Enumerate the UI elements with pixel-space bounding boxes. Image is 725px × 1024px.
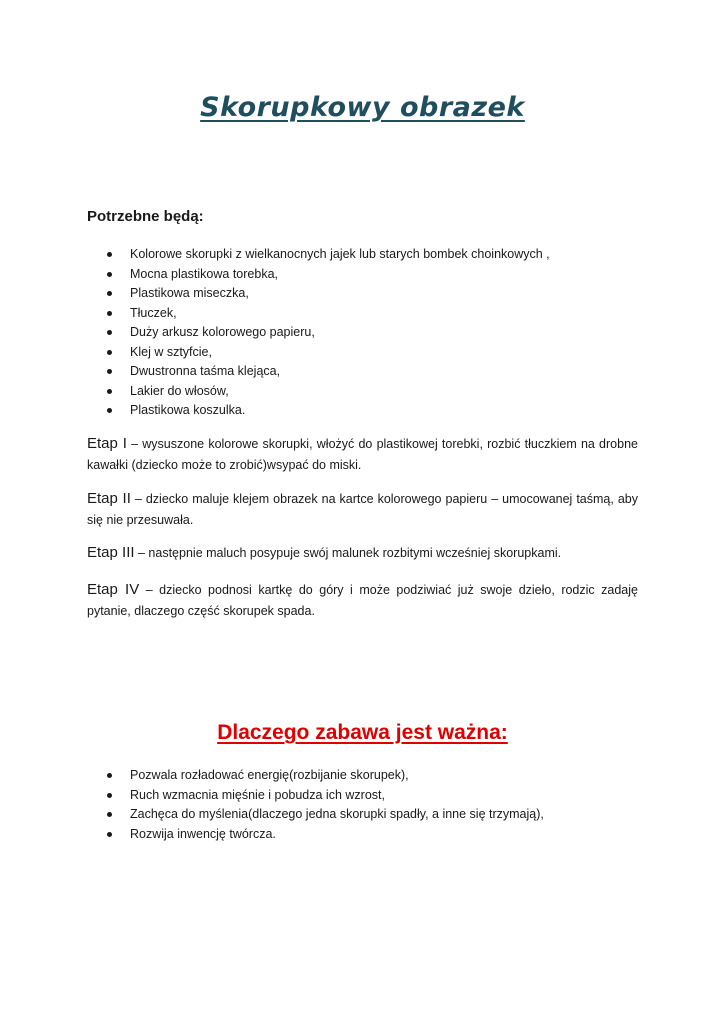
list-item-text: Klej w sztyfcie, <box>130 344 212 359</box>
bullet-icon <box>107 330 112 335</box>
list-item <box>107 245 647 265</box>
bullet-icon <box>107 272 112 277</box>
bullet-icon <box>107 252 112 257</box>
step-3-text: – następnie maluch posypuje swój malunek rozbitymi wcześniej skorupkami. <box>134 546 562 560</box>
list-item-text: Plastikowa miseczka, <box>130 286 249 300</box>
list-item <box>107 304 647 324</box>
step-3-paragraph <box>87 542 638 564</box>
bullet-icon <box>107 311 112 316</box>
step-3-label: Etap III <box>87 544 135 561</box>
list-item-text: Duży arkusz kolorowego papieru, <box>130 325 315 339</box>
list-item <box>107 401 647 421</box>
list-item <box>107 343 647 363</box>
list-item-text: Kolorowe skorupki z wielkanocnych jajek lub starych bombek choinkowych , <box>130 247 550 261</box>
list-item-text: Zachęca do myślenia(dlaczego jedna skorupki spadły, a inne się trzymają), <box>130 807 544 821</box>
step-4-paragraph <box>87 579 638 622</box>
needed-heading: Potrzebne będą: <box>87 208 204 225</box>
bullet-icon <box>107 369 112 374</box>
list-item <box>107 786 647 806</box>
list-item-text: Ruch wzmacnia mięśnie i pobudza ich wzrost, <box>130 787 385 802</box>
reasons-list <box>107 766 647 844</box>
step-4-label: Etap IV <box>87 581 140 598</box>
bullet-icon <box>107 773 112 778</box>
step-1-paragraph <box>87 433 638 476</box>
list-item <box>107 323 647 343</box>
step-1-label: Etap I <box>87 435 127 452</box>
why-heading: Dlaczego zabawa jest ważna: <box>217 721 508 744</box>
bullet-icon <box>107 291 112 296</box>
list-item <box>107 805 647 825</box>
list-item <box>107 766 647 786</box>
list-item <box>107 382 647 402</box>
list-item-text: Mocna plastikowa torebka, <box>130 266 278 281</box>
step-1-text: – wysuszone kolorowe skorupki, włożyć do plastikowej torebki, rozbić tłuczkiem na drobne kawałki (dziecko może to zrobić)wsypać do miski. <box>87 437 638 472</box>
list-item <box>107 284 647 304</box>
list-item-text: Lakier do włosów, <box>130 383 229 398</box>
list-item <box>107 362 647 382</box>
bullet-icon <box>107 832 112 837</box>
bullet-icon <box>107 812 112 817</box>
list-item-text: Rozwija inwencję twórcza. <box>130 826 276 841</box>
list-item-text: Dwustronna taśma klejąca, <box>130 364 281 378</box>
step-4-text: – dziecko podnosi kartkę do góry i może podziwiać już swoje dzieło, rodzic zadaję pytanie, dlaczego część skorupek spada. <box>87 583 638 618</box>
step-2-label: Etap II <box>87 490 131 507</box>
list-item-text: Tłuczek, <box>130 305 177 320</box>
list-item <box>107 265 647 285</box>
bullet-icon <box>107 389 112 394</box>
bullet-icon <box>107 408 112 413</box>
list-item <box>107 825 647 845</box>
list-item-text: Plastikowa koszulka. <box>130 403 246 417</box>
bullet-icon <box>107 793 112 798</box>
step-2-paragraph <box>87 488 638 531</box>
step-2-text: – dziecko maluje klejem obrazek na kartce kolorowego papieru – umocowanej taśmą, aby się nie przesuwała. <box>87 492 639 527</box>
bullet-icon <box>107 350 112 355</box>
materials-list <box>107 245 647 421</box>
document-title: Skorupkowy obrazek <box>200 92 525 123</box>
list-item-text: Pozwala rozładować energię(rozbijanie skorupek), <box>130 768 409 782</box>
